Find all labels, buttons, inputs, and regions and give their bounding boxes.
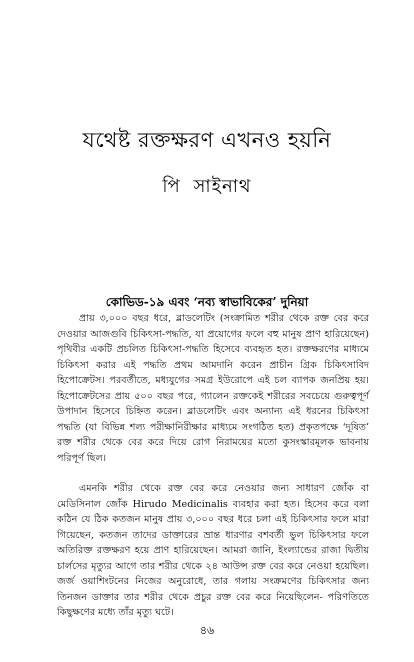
paragraph-text: এমনকি শরীর থেকে রক্ত বের করে নেওয়ার জন্য সাধারণ জোঁক বা মেডিসিনাল জোঁক Hirudo Medicinalis ব্যবহার করা হত। হিসেব করে বলা কঠিন যে ঠিক কতজন মানুষ প্রায় ৩,০০০ বছর ধরে চলা এই চিকিৎসার ফলে মারা গিয়েছেন, কতজন তাদের ডাক্তারের ভ্রান্ত ধারণার বশবর্তী ভুল চিকিৎসার ফলে অতিরিক্ত রক্তক্ষরণ হয়ে প্রাণ হারিয়েছেন। আমরা জানি, ইংল্যান্ডের রাজা দ্বিতীয় চার্লসের মৃত্যুর আগে তার শরীর থেকে ২৪ আউন্স রক্ত বের করে নেওয়া হয়েছিল। জর্জ ওয়াশিংটনের নিজের অনুরোধে, তার গলায় সংক্রমণের চিকিৎসার জন্য তিনজন ডাক্তার তার শরীর থেকে প্রচুর রক্ত বের করে নিয়েছিলেন- পরিণতিতে কিছুক্ষণের মধ্যে তাঁর মৃত্যু ঘটে। (57, 483, 369, 618)
body-paragraph-1 (57, 311, 369, 466)
page-number: ৪৬ (199, 624, 215, 637)
paragraph-text: প্রায় ৩,০০০ বছর ধরে, ব্লাডলেটিং (সংক্রামিত শরীর থেকে রক্ত বের করে দেওয়ার আজগুবি চিকিৎসা-পদ্ধতি, যা প্রয়োগের ফলে বহু মানুষ প্রাণ হারিয়েছেন) পৃথিবীর একটি প্রচলিত চিকিৎসা-পদ্ধতি হিসেবে ব্যবহৃত হত। রক্তক্ষরণের মাধ্যমে চিকিৎসা করার এই পদ্ধতি প্রথম আমদানি করেন প্রাচীন গ্রিক চিকিৎসাবিদ হিপোক্রেটস। পরবর্তীতে, মধ্যযুগের সমগ্র ইউরোপে এই চল ব্যাপক জনপ্রিয় হয়। হিপোক্রেটসের প্রায় ৫০০ বছর পরে, গ্যালেন রক্তকেই শরীরের সবচেয়ে গুরুত্বপূর্ণ উপাদান হিসেবে চিহ্নিত করেন। ব্লাডলেটিং এবং অন্যান্য এই ধরনের চিকিৎসা পদ্ধতি (যা বিভিন্ন শল্য পরীক্ষানিরীক্ষার মাধ্যমে সংগঠিত হত) প্রকৃতপক্ষে ‘দূষিত’ রক্ত শরীর থেকে বের করে দিয়ে রোগ নিরাময়ের মতো কুসংস্কারমূলক ভাবনায় পরিপূর্ণ ছিল। (57, 313, 369, 464)
article-title: যথেষ্ট রক্তক্ষরণ এখনও হয়নি (82, 128, 332, 152)
section-heading: কোভিড-১৯ এবং ‘নব্য স্বাভাবিকের’ দুনিয়া (105, 295, 309, 309)
article-author: পি সাইনাথ (162, 176, 252, 197)
body-paragraph-2 (57, 481, 369, 621)
